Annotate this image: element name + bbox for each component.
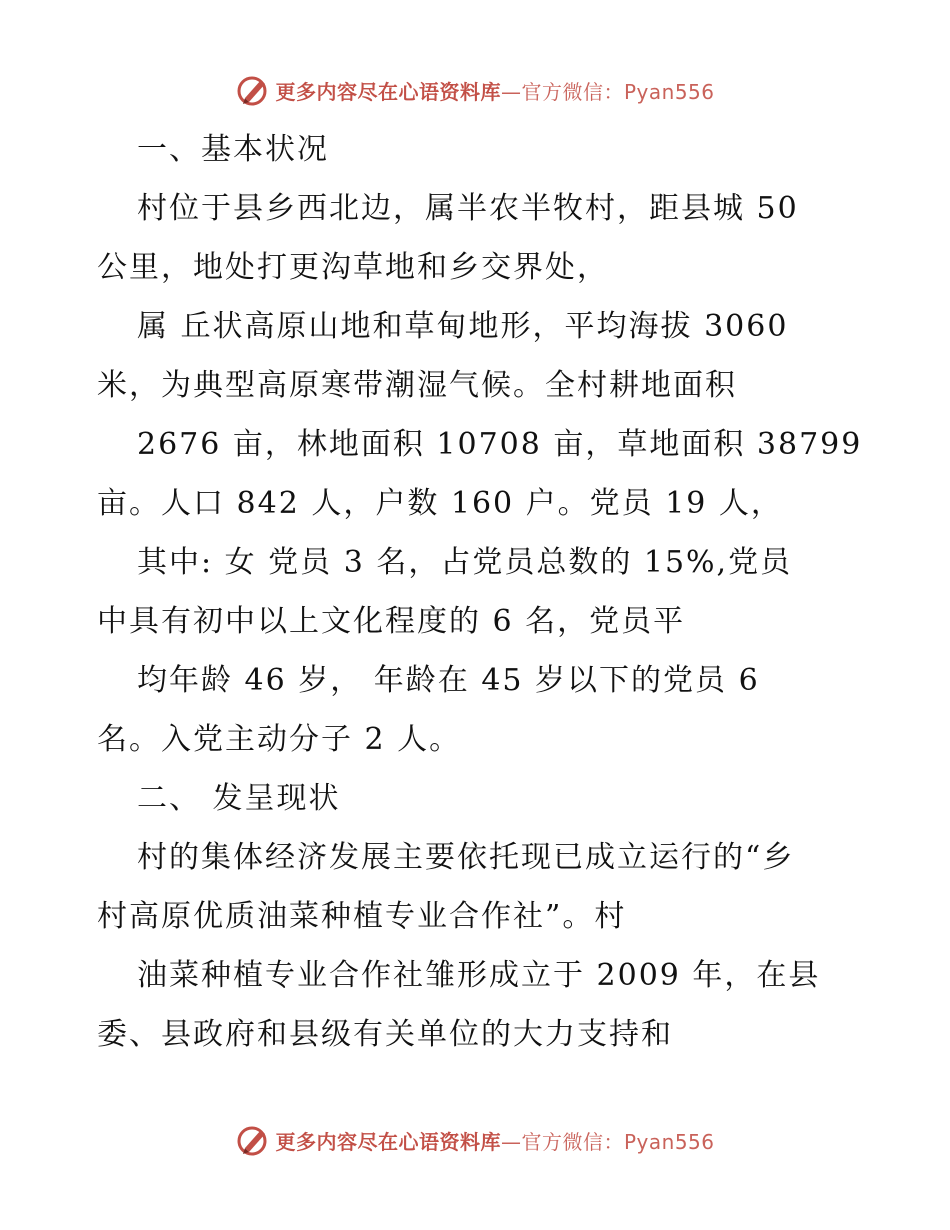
watermark-brand: 更多内容尽在心语资料库: [275, 79, 501, 104]
section-heading-status: 二、 发呈现状: [137, 781, 341, 816]
header-watermark: [0, 70, 950, 110]
watermark-group: [235, 72, 714, 108]
watermark-text: [275, 1126, 714, 1155]
watermark-text: [275, 76, 714, 105]
paragraph-line: 委、县政府和县级有关单位的大力支持和: [97, 1017, 673, 1052]
watermark-official: 官方微信：: [521, 1129, 624, 1154]
paragraph-line: 亩。人口 842 人，户数 160 户。党员 19 人，: [97, 486, 783, 521]
paragraph-line: 米，为典型高原寒带潮湿气候。全村耕地面积: [97, 368, 737, 403]
paragraph-line: 属 丘状高原山地和草甸地形，平均海拔 3060: [137, 309, 789, 344]
section-heading-basic: 一、基本状况: [137, 132, 329, 167]
paragraph-line: 公里，地处打更沟草地和乡交界处，: [97, 250, 609, 285]
paragraph-line: 均年龄 46 岁， 年龄在 45 岁以下的党员 6: [137, 663, 760, 698]
paragraph-line: 2676 亩，林地面积 10708 亩，草地面积 38799: [137, 427, 863, 462]
watermark-official: 官方微信：: [521, 79, 624, 104]
pen-logo-icon: [235, 72, 271, 108]
watermark-brand: 更多内容尽在心语资料库: [275, 1129, 501, 1154]
footer-watermark: [0, 1120, 950, 1160]
watermark-dash: —: [500, 79, 522, 104]
watermark-group: [235, 1122, 714, 1158]
watermark-wechat-id: Pyan556: [623, 79, 715, 104]
paragraph-line: 其中: 女 党员 3 名，占党员总数的 15%,党员: [137, 545, 793, 580]
paragraph-line: 村高原优质油菜种植专业合作社”。村: [97, 899, 627, 934]
paragraph-line: 村的集体经济发展主要依托现已成立运行的“乡: [137, 840, 795, 875]
paragraph-line: 油菜种植专业合作社雏形成立于 2009 年，在县: [137, 958, 821, 993]
watermark-dash: —: [500, 1129, 522, 1154]
document-body: [97, 120, 867, 1064]
pen-logo-icon: [235, 1122, 271, 1158]
watermark-wechat-id: Pyan556: [623, 1129, 715, 1154]
paragraph-line: 村位于县乡西北边，属半农半牧村，距县城 50: [137, 191, 799, 226]
paragraph-line: 中具有初中以上文化程度的 6 名，党员平: [97, 604, 686, 639]
paragraph-line: 名。入党主动分子 2 人。: [97, 722, 462, 757]
